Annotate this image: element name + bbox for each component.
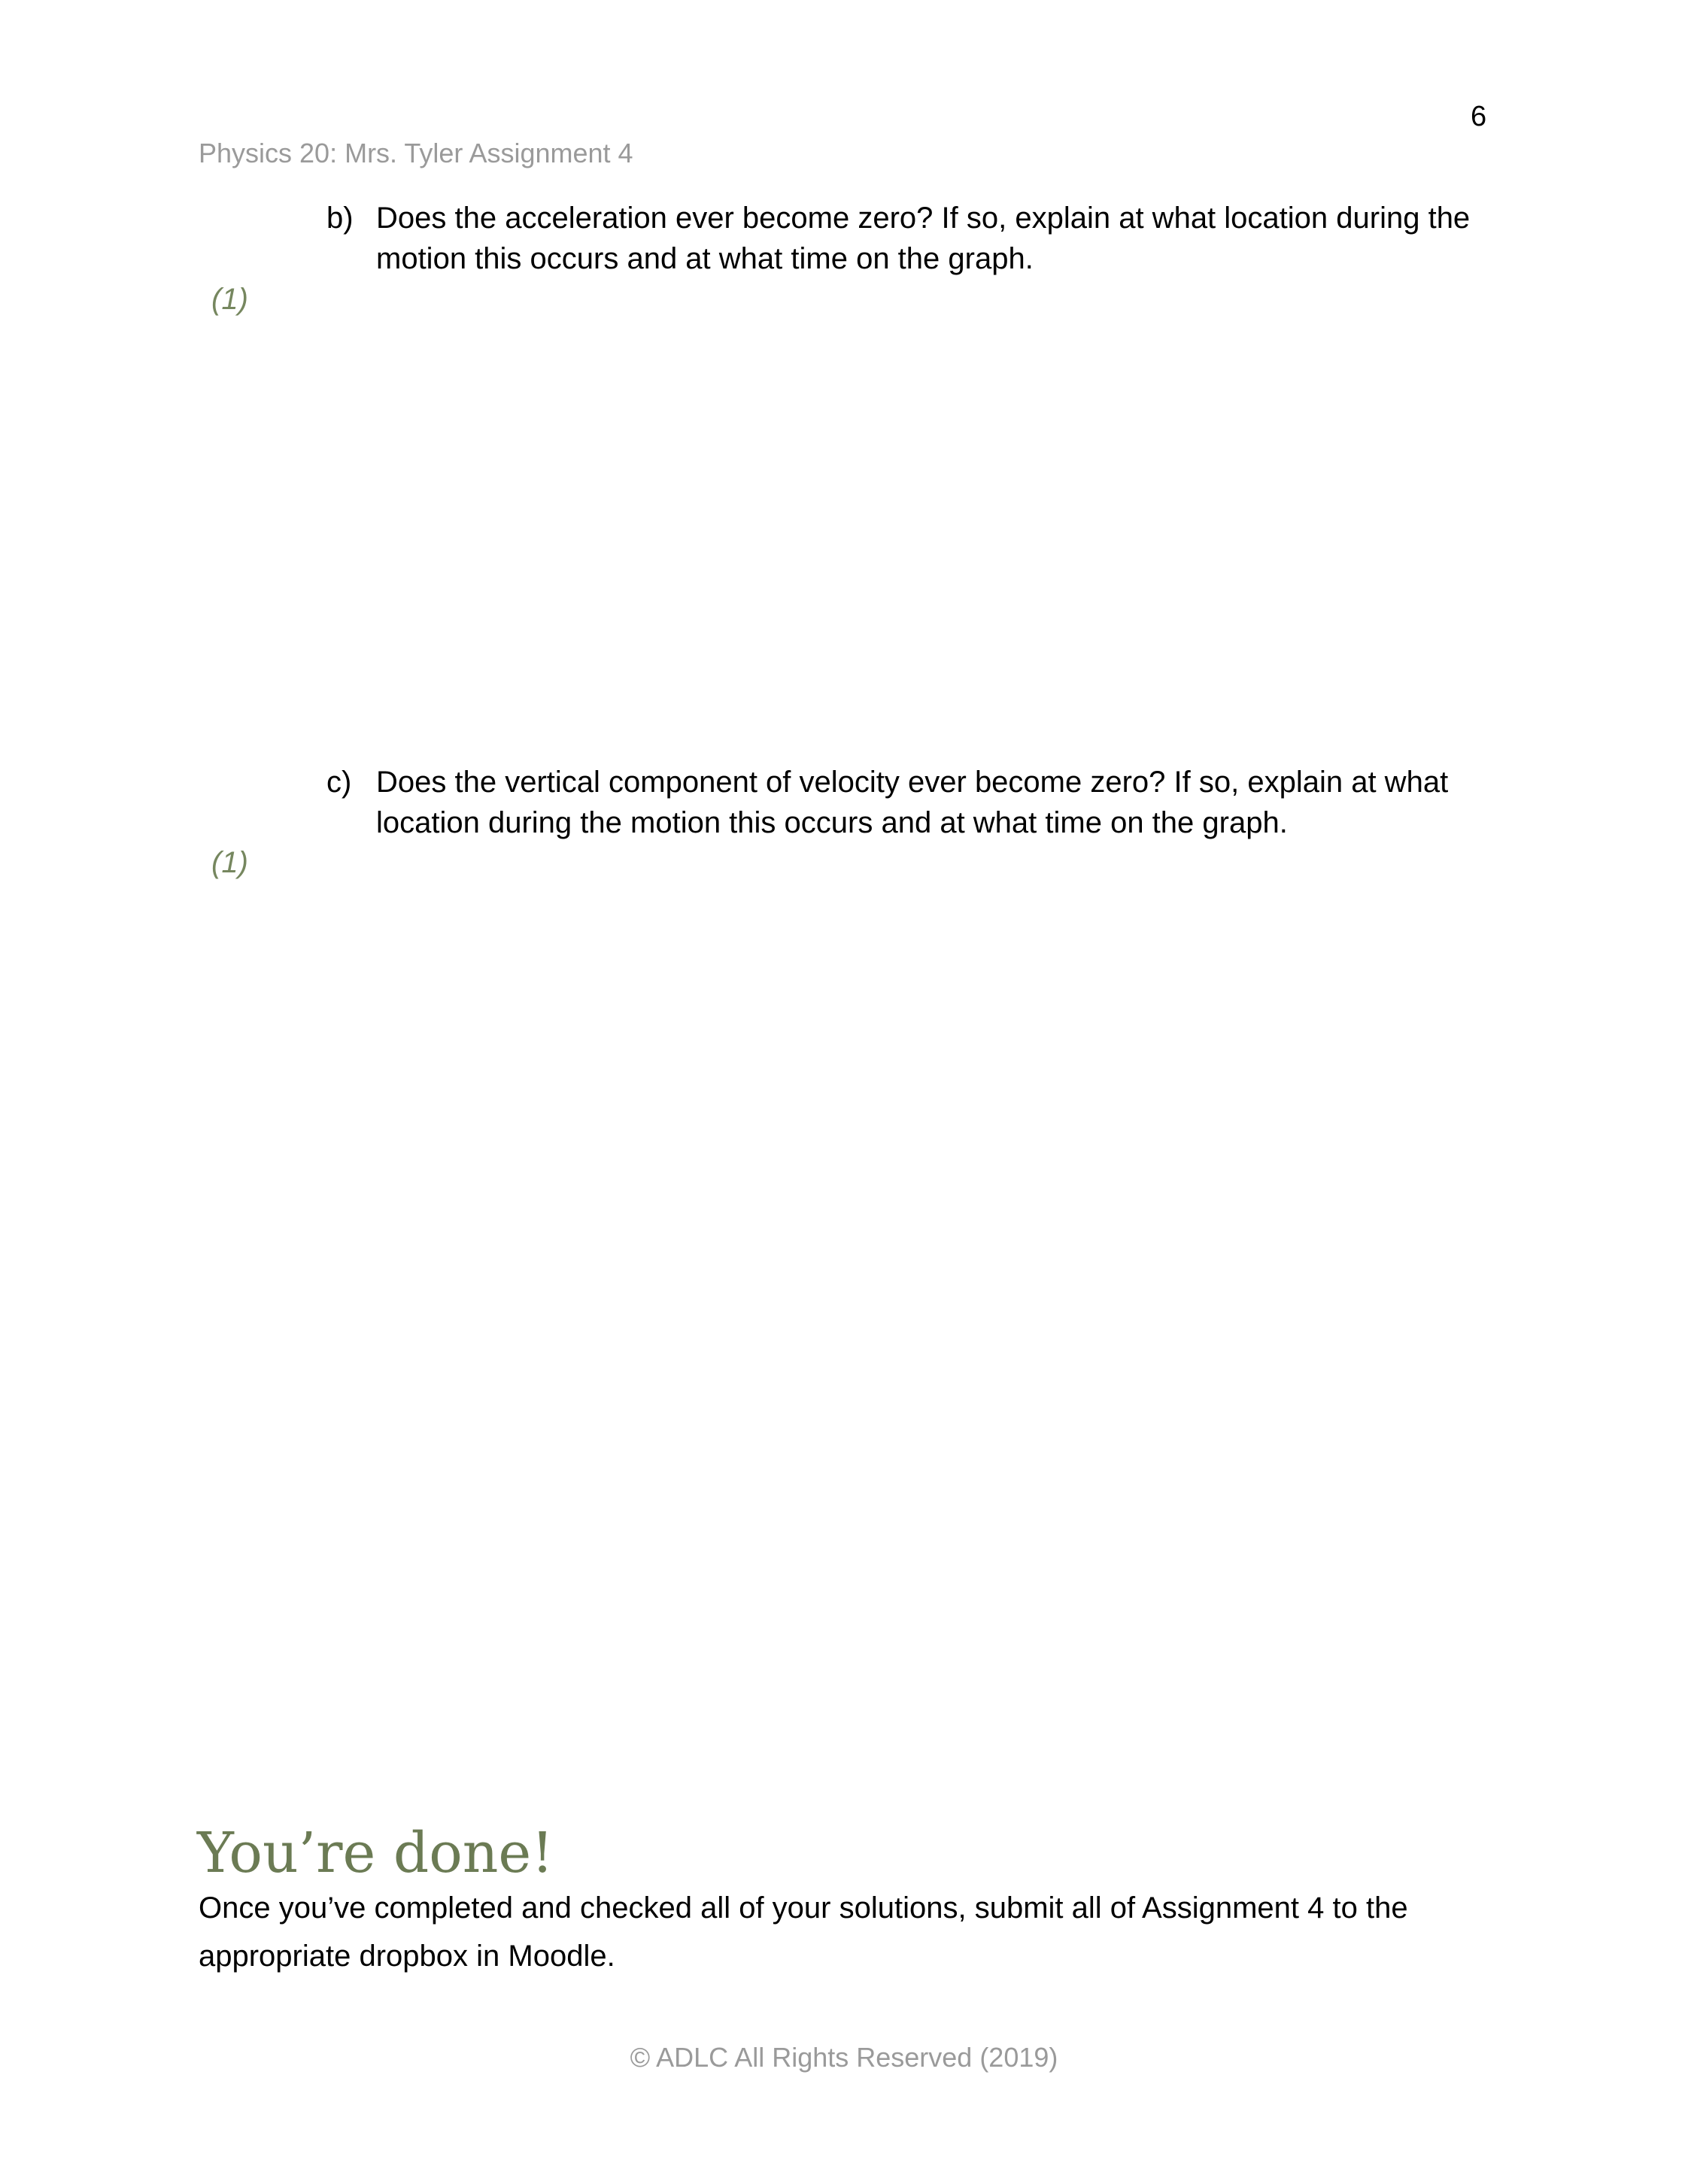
running-header: Physics 20: Mrs. Tyler Assignment 4 xyxy=(199,138,633,168)
marks-value: (1) xyxy=(211,846,248,879)
marks-value: (1) xyxy=(211,283,248,316)
copyright-footer: © ADLC All Rights Reserved (2019) xyxy=(630,2042,1058,2073)
completion-heading: You’re done! xyxy=(197,1821,554,1885)
completion-instructions: Once you’ve completed and checked all of your solutions, submit all of Assignment 4 to the appropriate dropbox in Moodle. xyxy=(199,1891,1408,1973)
question-text: Does the acceleration ever become zero? If so, explain at what location during the motion this occurs and at what time on the graph. xyxy=(376,202,1471,275)
question-letter: b) xyxy=(326,202,354,235)
question-c xyxy=(326,762,1500,843)
question-text: Does the vertical component of velocity ever become zero? If so, explain at what location during the motion this occurs and at what time on the graph. xyxy=(376,766,1449,839)
page-number: 6 xyxy=(1471,101,1487,132)
question-letter: c) xyxy=(326,766,352,799)
question-b xyxy=(326,198,1500,279)
